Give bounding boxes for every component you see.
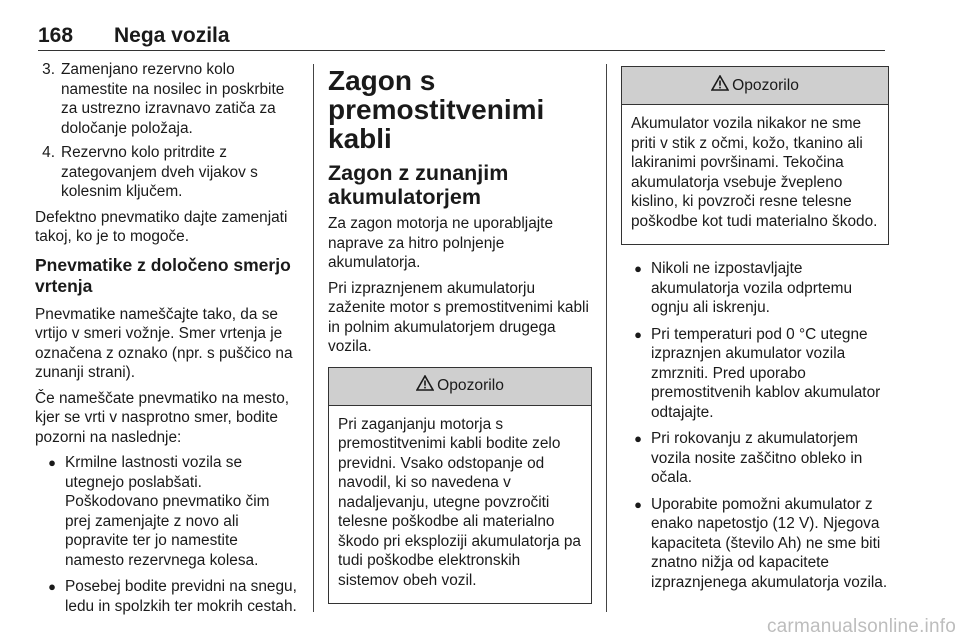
paragraph: Pnevmatike nameščajte tako, da se vrtijo v smeri vožnje. Smer vrtenja je označena z oznako (npr. s puščico na zunanji strani). (35, 305, 293, 381)
column-middle (328, 66, 592, 612)
list-item (621, 325, 889, 423)
list-item (621, 495, 889, 593)
list-item (621, 429, 889, 488)
column-left (35, 60, 297, 623)
warning-header (329, 368, 591, 406)
list-item (35, 60, 297, 138)
list-item (35, 577, 297, 616)
bullet-icon: ● (634, 431, 642, 446)
step-number: 4. (42, 144, 55, 161)
list-item (621, 259, 889, 318)
warning-icon (416, 375, 434, 397)
column-right (621, 56, 889, 599)
bullet-list (35, 453, 297, 616)
bullet-text: Pri temperaturi pod 0 °C utegne izpraznjen akumulator vozila zmrzniti. Pred uporabo premostitvenih kablov akumulator odtajajte. (651, 325, 881, 421)
bullet-text: Nikoli ne izpostavljajte akumulatorja vozila odprtemu ognju ali iskrenju. (651, 260, 853, 316)
bullet-list (621, 259, 889, 592)
step-text: Rezervno kolo pritrdite z zategovanjem dveh vijakov s kolesnim ključem. (61, 144, 258, 200)
column-divider (606, 64, 607, 612)
warning-text: Akumulator vozila nikakor ne sme priti v stik z očmi, kožo, tkanino ali lakiranimi površinami. Tekočina akumulatorja vsebuje žvepleno kislino, ki povzroči resne telesne poškodbe kot tudi materialno škodo. (631, 115, 878, 230)
section-heading: Zagon s premostitvenimi kabli (328, 65, 545, 154)
list-item (35, 143, 297, 202)
bullet-text: Uporabite pomožni akumulator z enako napetostjo (12 V). Njegova kapaciteta (število Ah) ne sme biti znatno nižja od kapacitete izpraznjenega akumulatorja vozila. (651, 495, 888, 591)
list-item (35, 453, 297, 570)
warning-title: Opozorilo (732, 76, 799, 94)
bullet-icon: ● (634, 261, 642, 276)
bullet-text: Posebej bodite previdni na snegu, ledu in spolzkih ter mokrih cestah. (65, 578, 297, 615)
warning-title: Opozorilo (437, 377, 504, 395)
paragraph: Defektno pnevmatiko dajte zamenjati takoj, ko je to mogoče. (35, 208, 288, 245)
paragraph: Pri izpraznjenem akumulatorju zaženite motor s premostitvenimi kabli in polnim akumulatorjem drugega vozila. (328, 279, 589, 355)
step-number: 3. (42, 61, 55, 78)
bullet-icon: ● (634, 496, 642, 512)
column-divider (313, 64, 314, 612)
watermark: carmanualsonline.info (766, 616, 956, 637)
paragraph: Če nameščate pnevmatiko na mesto, kjer se vrti v nasprotno smer, bodite pozorni na naslednje: (35, 389, 290, 446)
warning-text: Pri zaganjanju motorja s premostitvenimi kabli bodite zelo previdni. Vsako odstopanje od navodil, ki so navedena v nadaljevanju, utegne povzročiti telesne poškodbe ali materialno škodo pri eksploziji akumulatorja pa tudi poškodbe elektronskih sistemov obeh vozil. (338, 415, 581, 589)
numbered-steps (35, 60, 297, 202)
warning-header (622, 67, 888, 105)
bullet-icon: ● (48, 579, 56, 594)
section-subheading: Pnevmatike z določeno smerjo vrtenja (35, 254, 291, 296)
page-number: 168 (38, 24, 74, 47)
bullet-text: Krmilne lastnosti vozila se utegnejo poslabšati. Poškodovano pnevmatiko čim prej zamenjajte z novo ali popravite ter jo namestite namesto rezervnega kolesa. (65, 454, 270, 569)
page-header (38, 14, 885, 51)
bullet-text: Pri rokovanju z akumulatorjem vozila nosite zaščitno obleko in očala. (651, 430, 863, 486)
paragraph: Za zagon motorja ne uporabljajte naprave za hitro polnjenje akumulatorja. (328, 215, 554, 271)
warning-box (328, 367, 592, 605)
bullet-icon: ● (48, 455, 56, 470)
warning-box (621, 66, 889, 245)
step-text: Zamenjano rezervno kolo namestite na nosilec in poskrbite za ustrezno izravnavo zatiča za določanje položaja. (61, 61, 285, 137)
section-subheading: Zagon z zunanjim akumulatorjem (328, 161, 509, 209)
bullet-icon: ● (634, 326, 642, 342)
warning-icon (711, 75, 729, 97)
chapter-title: Nega vozila (114, 24, 230, 47)
